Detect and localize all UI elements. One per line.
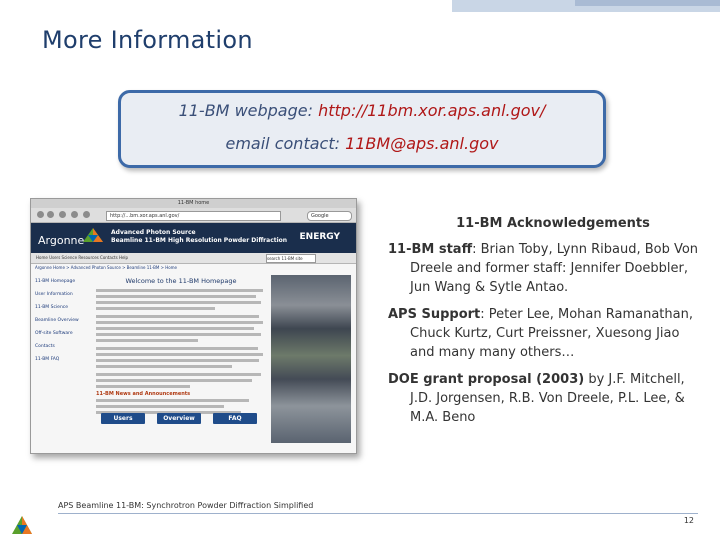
site-main xyxy=(96,275,266,417)
site-header xyxy=(31,223,356,253)
email-label: email contact: xyxy=(225,134,346,153)
users-button: Users xyxy=(101,413,145,424)
doe-energy-logo: ENERGY xyxy=(299,232,340,242)
site-search: search 11-BM site xyxy=(266,254,316,263)
text-placeholder xyxy=(96,379,252,382)
website-screenshot xyxy=(30,198,357,454)
reload-icon xyxy=(59,211,66,218)
browser-search: Google xyxy=(307,211,352,221)
browser-titlebar: 11-BM home xyxy=(31,199,356,208)
text-placeholder xyxy=(96,295,256,298)
faq-button: FAQ xyxy=(213,413,257,424)
text-placeholder xyxy=(96,333,261,336)
address-bar: http://...bm.xor.aps.anl.gov/ xyxy=(106,211,281,221)
text-placeholder xyxy=(96,289,263,292)
stop-icon xyxy=(83,211,90,218)
webpage-line xyxy=(121,101,603,121)
text-placeholder xyxy=(96,327,254,330)
text-placeholder xyxy=(96,405,224,408)
top-decoration-strip xyxy=(575,0,720,6)
sidebar-item: Beamline Overview xyxy=(35,318,79,323)
text-placeholder xyxy=(96,353,263,356)
browser-toolbar xyxy=(31,208,356,223)
site-announcements: 11-BM News and Announcements xyxy=(96,391,191,397)
slide-title: More Information xyxy=(42,26,253,54)
beamline-photo xyxy=(271,275,351,443)
argonne-logo: Argonne xyxy=(38,234,85,247)
text-placeholder xyxy=(96,339,198,342)
site-menu-items: Home Users Science Resources Contacts Help xyxy=(36,255,129,260)
staff-paragraph: 11-BM staff: Brian Toby, Lynn Ribaud, Bob Von Dreele and former staff: Jennifer Doebbler, Jun Wang & Sytle Antao. xyxy=(388,242,699,295)
email-line xyxy=(121,134,603,154)
contact-box xyxy=(118,90,606,168)
text-placeholder xyxy=(96,385,190,388)
text-placeholder xyxy=(96,307,215,310)
site-header-text: Advanced Photon Source Beamline 11-BM High Resolution Powder Diffraction xyxy=(111,229,288,244)
text-placeholder xyxy=(96,373,261,376)
text-placeholder xyxy=(96,365,232,368)
site-breadcrumb: Argonne Home > Advanced Photon Source > Beamline 11-BM > Home xyxy=(35,265,178,270)
slide-footer: APS Beamline 11-BM: Synchrotron Powder Diffraction Simplified xyxy=(58,501,314,510)
sidebar-item: 11-BM FAQ xyxy=(35,357,60,362)
sidebar-item: 11-BM Homepage xyxy=(35,279,76,284)
text-placeholder xyxy=(96,301,261,304)
argonne-logo-icon xyxy=(83,228,103,242)
overview-button: Overview xyxy=(157,413,201,424)
site-sidebar xyxy=(35,275,90,366)
text-placeholder xyxy=(96,321,263,324)
acknowledgements-heading: 11-BM Acknowledgements xyxy=(456,216,650,231)
text-placeholder xyxy=(96,359,259,362)
page-number: 12 xyxy=(683,516,694,525)
text-placeholder xyxy=(96,315,259,318)
text-placeholder xyxy=(96,347,258,350)
email-link[interactable]: 11BM@aps.anl.gov xyxy=(345,134,499,153)
footer-divider xyxy=(58,513,698,514)
doe-grant-paragraph: DOE grant proposal (2003) by J.F. Mitchell, J.D. Jorgensen, R.B. Von Dreele, P.L. Lee, & M.A. Beno xyxy=(388,372,685,425)
home-icon xyxy=(71,211,78,218)
webpage-label: 11-BM webpage: xyxy=(178,101,319,120)
webpage-link[interactable]: http://11bm.xor.aps.anl.gov/ xyxy=(318,101,546,120)
acknowledgements xyxy=(388,214,700,435)
back-icon xyxy=(37,211,44,218)
sidebar-item: Off-site Software xyxy=(35,331,73,336)
sidebar-item: User Information xyxy=(35,292,73,297)
aps-support-paragraph: APS Support: Peter Lee, Mohan Ramanathan, Chuck Kurtz, Curt Preissner, Xuesong Jiao and many many others… xyxy=(388,307,693,360)
site-menu xyxy=(31,253,356,264)
text-placeholder xyxy=(96,399,249,402)
forward-icon xyxy=(47,211,54,218)
sidebar-item: Contacts xyxy=(35,344,55,349)
site-welcome: Welcome to the 11-BM Homepage xyxy=(125,277,237,285)
argonne-footer-logo-icon xyxy=(12,516,32,534)
sidebar-item: 11-BM Science xyxy=(35,305,69,310)
